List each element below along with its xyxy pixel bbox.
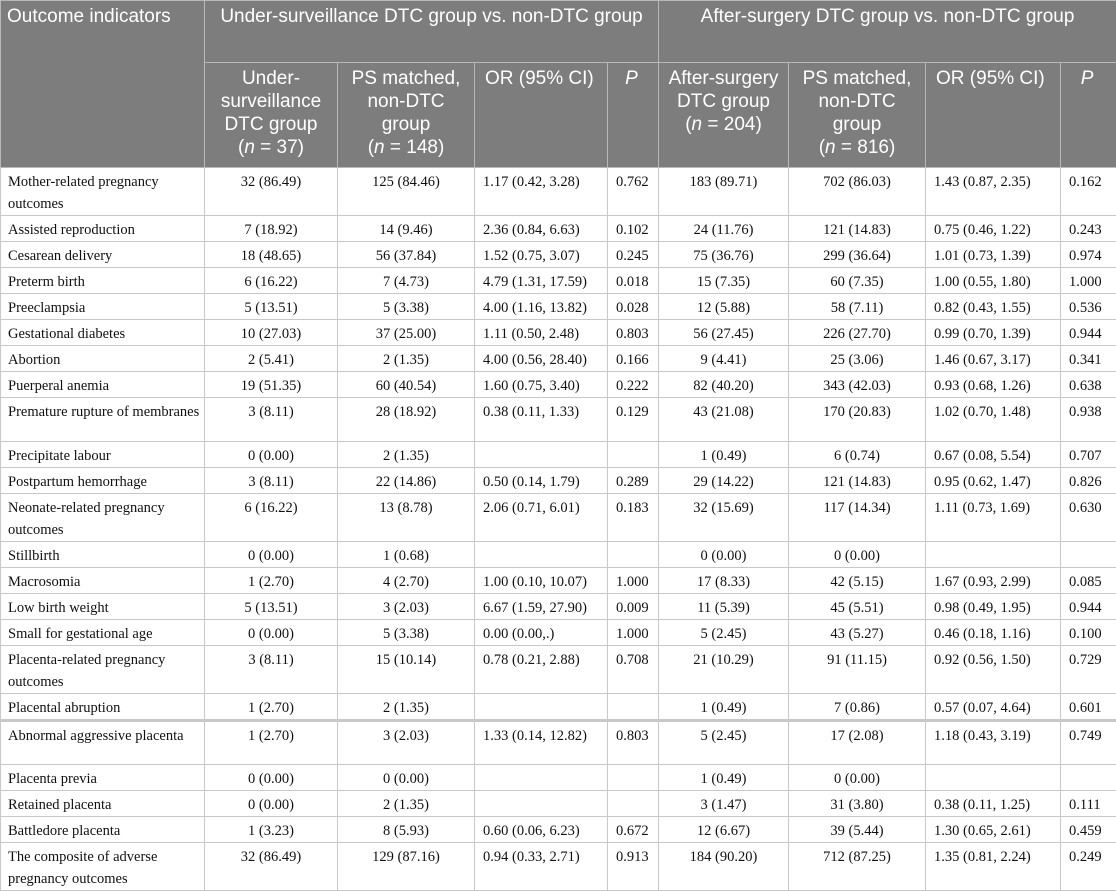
p-value-cell: 0.222 xyxy=(608,372,659,398)
dtc-count-cell: 0 (0.00) xyxy=(205,442,338,468)
matched-count-cell: 299 (36.64) xyxy=(789,242,926,268)
table-row xyxy=(1,320,1116,346)
dtc-count-cell: 1 (2.70) xyxy=(205,694,338,721)
p-value-cell: 1.000 xyxy=(1061,268,1116,294)
odds-ratio-cell: 0.50 (0.14, 1.79) xyxy=(475,468,608,494)
dtc-count-cell: 12 (6.67) xyxy=(659,817,789,843)
dtc-count-cell: 0 (0.00) xyxy=(205,791,338,817)
matched-count-cell: 7 (4.73) xyxy=(338,268,475,294)
matched-count-cell: 170 (20.83) xyxy=(789,398,926,442)
dtc-count-cell: 3 (8.11) xyxy=(205,398,338,442)
odds-ratio-cell xyxy=(926,542,1061,568)
p-value-cell: 1.000 xyxy=(608,620,659,646)
header-label: PS matched, non-DTC group xyxy=(803,68,912,135)
dtc-count-cell: 5 (2.45) xyxy=(659,620,789,646)
p-value-cell: 0.536 xyxy=(1061,294,1116,320)
table-row xyxy=(1,620,1116,646)
odds-ratio-cell xyxy=(475,694,608,721)
outcome-label: Puerperal anemia xyxy=(1,372,205,398)
dtc-count-cell: 183 (89.71) xyxy=(659,168,789,216)
matched-count-cell: 2 (1.35) xyxy=(338,442,475,468)
dtc-count-cell: 29 (14.22) xyxy=(659,468,789,494)
p-value-header-1: P xyxy=(608,63,659,168)
p-value-cell: 0.944 xyxy=(1061,594,1116,620)
dtc-count-cell: 184 (90.20) xyxy=(659,843,789,891)
p-value-cell: 0.913 xyxy=(608,843,659,891)
outcome-label: Abnormal aggressive placenta xyxy=(1,721,205,765)
outcome-label: Gestational diabetes xyxy=(1,320,205,346)
matched-count-cell: 60 (40.54) xyxy=(338,372,475,398)
table-row xyxy=(1,346,1116,372)
p-value-cell: 0.803 xyxy=(608,721,659,765)
outcome-label: Battledore placenta xyxy=(1,817,205,843)
p-value-cell: 0.249 xyxy=(1061,843,1116,891)
odds-ratio-cell: 0.82 (0.43, 1.55) xyxy=(926,294,1061,320)
dtc-count-cell: 1 (2.70) xyxy=(205,568,338,594)
odds-ratio-cell: 1.00 (0.10, 10.07) xyxy=(475,568,608,594)
matched-count-cell: 25 (3.06) xyxy=(789,346,926,372)
dtc-count-cell: 1 (0.49) xyxy=(659,442,789,468)
p-value-cell: 0.028 xyxy=(608,294,659,320)
p-value-cell: 0.826 xyxy=(1061,468,1116,494)
table-row xyxy=(1,242,1116,268)
odds-ratio-cell: 2.06 (0.71, 6.01) xyxy=(475,494,608,542)
outcome-label: Mother-related pregnancy outcomes xyxy=(1,168,205,216)
matched-count-cell: 117 (14.34) xyxy=(789,494,926,542)
table-row xyxy=(1,494,1116,542)
p-value-cell: 0.102 xyxy=(608,216,659,242)
header-label: After-surgery DTC group xyxy=(669,68,779,112)
table-row xyxy=(1,216,1116,242)
odds-ratio-cell xyxy=(926,765,1061,791)
table-body xyxy=(1,168,1116,891)
header-label: Under-surveillance DTC group xyxy=(221,68,321,135)
p-value-cell: 0.601 xyxy=(1061,694,1116,721)
matched-count-cell: 1 (0.68) xyxy=(338,542,475,568)
odds-ratio-cell: 1.52 (0.75, 3.07) xyxy=(475,242,608,268)
matched-count-cell: 43 (5.27) xyxy=(789,620,926,646)
p-value-cell: 0.243 xyxy=(1061,216,1116,242)
dtc-count-cell: 0 (0.00) xyxy=(205,620,338,646)
outcome-label: Premature rupture of membranes xyxy=(1,398,205,442)
odds-ratio-cell: 0.46 (0.18, 1.16) xyxy=(926,620,1061,646)
p-value-cell xyxy=(1061,542,1116,568)
outcome-label: Macrosomia xyxy=(1,568,205,594)
odds-ratio-cell: 1.43 (0.87, 2.35) xyxy=(926,168,1061,216)
odds-ratio-cell: 0.99 (0.70, 1.39) xyxy=(926,320,1061,346)
outcome-label: Retained placenta xyxy=(1,791,205,817)
p-value-cell xyxy=(608,694,659,721)
p-value-cell: 0.166 xyxy=(608,346,659,372)
table-row xyxy=(1,646,1116,694)
odds-ratio-cell: 1.35 (0.81, 2.24) xyxy=(926,843,1061,891)
outcome-label: Postpartum hemorrhage xyxy=(1,468,205,494)
matched-count-cell: 58 (7.11) xyxy=(789,294,926,320)
dtc-count-cell: 10 (27.03) xyxy=(205,320,338,346)
matched-count-cell: 226 (27.70) xyxy=(789,320,926,346)
odds-ratio-cell: 0.93 (0.68, 1.26) xyxy=(926,372,1061,398)
table-row xyxy=(1,372,1116,398)
matched-count-cell: 37 (25.00) xyxy=(338,320,475,346)
p-value-cell: 0.974 xyxy=(1061,242,1116,268)
table-row xyxy=(1,791,1116,817)
dtc-count-cell: 1 (0.49) xyxy=(659,694,789,721)
matched-count-cell: 121 (14.83) xyxy=(789,216,926,242)
sample-size: (n = 816) xyxy=(819,137,896,158)
odds-ratio-cell: 4.00 (0.56, 28.40) xyxy=(475,346,608,372)
sample-size: (n = 148) xyxy=(368,137,445,158)
odds-ratio-cell: 0.60 (0.06, 6.23) xyxy=(475,817,608,843)
dtc-count-cell: 12 (5.88) xyxy=(659,294,789,320)
odds-ratio-cell xyxy=(475,765,608,791)
p-value-cell: 0.638 xyxy=(1061,372,1116,398)
odds-ratio-cell: 0.78 (0.21, 2.88) xyxy=(475,646,608,694)
p-value-cell: 0.162 xyxy=(1061,168,1116,216)
ps-matched-header-2 xyxy=(789,63,926,168)
dtc-count-cell: 3 (8.11) xyxy=(205,468,338,494)
odds-ratio-cell: 0.00 (0.00,.) xyxy=(475,620,608,646)
table-row xyxy=(1,843,1116,891)
matched-count-cell: 7 (0.86) xyxy=(789,694,926,721)
dtc-count-cell: 6 (16.22) xyxy=(205,268,338,294)
p-value-cell xyxy=(1061,765,1116,791)
p-value-cell xyxy=(608,791,659,817)
p-value-cell: 0.111 xyxy=(1061,791,1116,817)
odds-ratio-cell: 0.67 (0.08, 5.54) xyxy=(926,442,1061,468)
odds-ratio-cell: 4.00 (1.16, 13.82) xyxy=(475,294,608,320)
odds-ratio-cell: 2.36 (0.84, 6.63) xyxy=(475,216,608,242)
table-header xyxy=(1,1,1116,168)
matched-count-cell: 39 (5.44) xyxy=(789,817,926,843)
matched-count-cell: 121 (14.83) xyxy=(789,468,926,494)
p-value-cell: 0.009 xyxy=(608,594,659,620)
or-ci-header-1: OR (95% CI) xyxy=(475,63,608,168)
dtc-count-cell: 32 (15.69) xyxy=(659,494,789,542)
odds-ratio-cell: 0.38 (0.11, 1.33) xyxy=(475,398,608,442)
p-value-cell: 0.129 xyxy=(608,398,659,442)
dtc-count-cell: 6 (16.22) xyxy=(205,494,338,542)
dtc-count-cell: 0 (0.00) xyxy=(205,765,338,791)
odds-ratio-cell: 1.18 (0.43, 3.19) xyxy=(926,721,1061,765)
table-row xyxy=(1,694,1116,721)
odds-ratio-cell: 1.46 (0.67, 3.17) xyxy=(926,346,1061,372)
odds-ratio-cell: 0.92 (0.56, 1.50) xyxy=(926,646,1061,694)
matched-count-cell: 91 (11.15) xyxy=(789,646,926,694)
p-value-cell: 0.183 xyxy=(608,494,659,542)
dtc-count-cell: 75 (36.76) xyxy=(659,242,789,268)
matched-count-cell: 14 (9.46) xyxy=(338,216,475,242)
odds-ratio-cell: 1.02 (0.70, 1.48) xyxy=(926,398,1061,442)
under-surveillance-group-header: Under-surveillance DTC group vs. non-DTC group xyxy=(205,1,659,63)
ps-matched-header-1 xyxy=(338,63,475,168)
p-value-cell xyxy=(608,765,659,791)
p-value-cell: 0.018 xyxy=(608,268,659,294)
table-row xyxy=(1,568,1116,594)
dtc-count-cell: 1 (0.49) xyxy=(659,765,789,791)
p-value-cell: 0.707 xyxy=(1061,442,1116,468)
matched-count-cell: 5 (3.38) xyxy=(338,294,475,320)
matched-count-cell: 28 (18.92) xyxy=(338,398,475,442)
matched-count-cell: 3 (2.03) xyxy=(338,594,475,620)
p-value-cell: 0.459 xyxy=(1061,817,1116,843)
matched-count-cell: 8 (5.93) xyxy=(338,817,475,843)
p-value-cell: 0.803 xyxy=(608,320,659,346)
matched-count-cell: 15 (10.14) xyxy=(338,646,475,694)
dtc-count-cell: 15 (7.35) xyxy=(659,268,789,294)
dtc-count-cell: 32 (86.49) xyxy=(205,843,338,891)
table-row xyxy=(1,168,1116,216)
outcome-label: Placental abruption xyxy=(1,694,205,721)
outcome-label: Stillbirth xyxy=(1,542,205,568)
odds-ratio-cell: 1.11 (0.73, 1.69) xyxy=(926,494,1061,542)
or-ci-header-2: OR (95% CI) xyxy=(926,63,1061,168)
p-value-cell xyxy=(608,442,659,468)
matched-count-cell: 702 (86.03) xyxy=(789,168,926,216)
outcome-label: Placenta-related pregnancy outcomes xyxy=(1,646,205,694)
dtc-count-cell: 18 (48.65) xyxy=(205,242,338,268)
dtc-count-cell: 11 (5.39) xyxy=(659,594,789,620)
odds-ratio-cell: 1.11 (0.50, 2.48) xyxy=(475,320,608,346)
p-value-cell: 0.762 xyxy=(608,168,659,216)
outcome-label: The composite of adverse pregnancy outcomes xyxy=(1,843,205,891)
matched-count-cell: 17 (2.08) xyxy=(789,721,926,765)
dtc-count-cell: 5 (13.51) xyxy=(205,294,338,320)
p-value-cell: 0.289 xyxy=(608,468,659,494)
dtc-count-cell: 32 (86.49) xyxy=(205,168,338,216)
header-label: PS matched, non-DTC group xyxy=(352,68,461,135)
table-row xyxy=(1,594,1116,620)
odds-ratio-cell: 0.75 (0.46, 1.22) xyxy=(926,216,1061,242)
dtc-count-cell: 3 (1.47) xyxy=(659,791,789,817)
matched-count-cell: 60 (7.35) xyxy=(789,268,926,294)
dtc-count-cell: 9 (4.41) xyxy=(659,346,789,372)
odds-ratio-cell: 1.30 (0.65, 2.61) xyxy=(926,817,1061,843)
odds-ratio-cell: 6.67 (1.59, 27.90) xyxy=(475,594,608,620)
p-value-cell: 0.672 xyxy=(608,817,659,843)
dtc-count-cell: 43 (21.08) xyxy=(659,398,789,442)
odds-ratio-cell: 1.60 (0.75, 3.40) xyxy=(475,372,608,398)
table-row xyxy=(1,765,1116,791)
table-row xyxy=(1,468,1116,494)
dtc-count-cell: 17 (8.33) xyxy=(659,568,789,594)
matched-count-cell: 2 (1.35) xyxy=(338,694,475,721)
matched-count-cell: 0 (0.00) xyxy=(789,542,926,568)
p-value-cell: 0.341 xyxy=(1061,346,1116,372)
p-value-cell xyxy=(608,542,659,568)
dtc-count-cell: 24 (11.76) xyxy=(659,216,789,242)
p-value-header-2: P xyxy=(1061,63,1116,168)
p-value-cell: 0.100 xyxy=(1061,620,1116,646)
outcome-label: Assisted reproduction xyxy=(1,216,205,242)
p-value-cell: 0.708 xyxy=(608,646,659,694)
dtc-count-cell: 82 (40.20) xyxy=(659,372,789,398)
outcome-label: Preterm birth xyxy=(1,268,205,294)
after-surgery-dtc-header xyxy=(659,63,789,168)
matched-count-cell: 0 (0.00) xyxy=(789,765,926,791)
matched-count-cell: 22 (14.86) xyxy=(338,468,475,494)
dtc-count-cell: 0 (0.00) xyxy=(659,542,789,568)
dtc-count-cell: 21 (10.29) xyxy=(659,646,789,694)
dtc-count-cell: 5 (13.51) xyxy=(205,594,338,620)
outcome-label: Placenta previa xyxy=(1,765,205,791)
p-value-cell: 0.944 xyxy=(1061,320,1116,346)
matched-count-cell: 2 (1.35) xyxy=(338,791,475,817)
dtc-count-cell: 5 (2.45) xyxy=(659,721,789,765)
dtc-count-cell: 3 (8.11) xyxy=(205,646,338,694)
sample-size: (n = 37) xyxy=(238,137,304,158)
p-value-cell: 0.938 xyxy=(1061,398,1116,442)
dtc-count-cell: 0 (0.00) xyxy=(205,542,338,568)
sample-size: (n = 204) xyxy=(685,114,762,135)
odds-ratio-cell: 1.00 (0.55, 1.80) xyxy=(926,268,1061,294)
table-row xyxy=(1,398,1116,442)
odds-ratio-cell: 0.38 (0.11, 1.25) xyxy=(926,791,1061,817)
odds-ratio-cell: 1.67 (0.93, 2.99) xyxy=(926,568,1061,594)
odds-ratio-cell: 1.01 (0.73, 1.39) xyxy=(926,242,1061,268)
matched-count-cell: 712 (87.25) xyxy=(789,843,926,891)
odds-ratio-cell: 0.94 (0.33, 2.71) xyxy=(475,843,608,891)
matched-count-cell: 0 (0.00) xyxy=(338,765,475,791)
odds-ratio-cell: 0.57 (0.07, 4.64) xyxy=(926,694,1061,721)
matched-count-cell: 45 (5.51) xyxy=(789,594,926,620)
after-surgery-group-header: After-surgery DTC group vs. non-DTC group xyxy=(659,1,1116,63)
under-surveillance-dtc-header xyxy=(205,63,338,168)
matched-count-cell: 343 (42.03) xyxy=(789,372,926,398)
dtc-count-cell: 1 (3.23) xyxy=(205,817,338,843)
table-row xyxy=(1,721,1116,765)
outcome-indicators-header: Outcome indicators xyxy=(1,1,205,168)
matched-count-cell: 6 (0.74) xyxy=(789,442,926,468)
matched-count-cell: 56 (37.84) xyxy=(338,242,475,268)
matched-count-cell: 31 (3.80) xyxy=(789,791,926,817)
p-value-cell: 0.085 xyxy=(1061,568,1116,594)
outcome-label: Precipitate labour xyxy=(1,442,205,468)
odds-ratio-cell: 1.17 (0.42, 3.28) xyxy=(475,168,608,216)
odds-ratio-cell: 0.98 (0.49, 1.95) xyxy=(926,594,1061,620)
odds-ratio-cell xyxy=(475,542,608,568)
dtc-count-cell: 19 (51.35) xyxy=(205,372,338,398)
outcome-label: Preeclampsia xyxy=(1,294,205,320)
odds-ratio-cell: 0.95 (0.62, 1.47) xyxy=(926,468,1061,494)
odds-ratio-cell xyxy=(475,442,608,468)
matched-count-cell: 13 (8.78) xyxy=(338,494,475,542)
matched-count-cell: 2 (1.35) xyxy=(338,346,475,372)
p-value-cell: 0.245 xyxy=(608,242,659,268)
table-row xyxy=(1,268,1116,294)
outcome-label: Small for gestational age xyxy=(1,620,205,646)
matched-count-cell: 4 (2.70) xyxy=(338,568,475,594)
dtc-count-cell: 1 (2.70) xyxy=(205,721,338,765)
p-value-cell: 0.729 xyxy=(1061,646,1116,694)
dtc-count-cell: 56 (27.45) xyxy=(659,320,789,346)
p-value-cell: 0.749 xyxy=(1061,721,1116,765)
dtc-count-cell: 2 (5.41) xyxy=(205,346,338,372)
odds-ratio-cell xyxy=(475,791,608,817)
table-row xyxy=(1,442,1116,468)
odds-ratio-cell: 1.33 (0.14, 12.82) xyxy=(475,721,608,765)
matched-count-cell: 42 (5.15) xyxy=(789,568,926,594)
odds-ratio-cell: 4.79 (1.31, 17.59) xyxy=(475,268,608,294)
table-row xyxy=(1,817,1116,843)
outcome-label: Abortion xyxy=(1,346,205,372)
p-value-cell: 1.000 xyxy=(608,568,659,594)
outcome-label: Low birth weight xyxy=(1,594,205,620)
matched-count-cell: 5 (3.38) xyxy=(338,620,475,646)
dtc-count-cell: 7 (18.92) xyxy=(205,216,338,242)
matched-count-cell: 3 (2.03) xyxy=(338,721,475,765)
outcome-label: Cesarean delivery xyxy=(1,242,205,268)
p-value-cell: 0.630 xyxy=(1061,494,1116,542)
table-row xyxy=(1,294,1116,320)
matched-count-cell: 129 (87.16) xyxy=(338,843,475,891)
outcome-label: Neonate-related pregnancy outcomes xyxy=(1,494,205,542)
matched-count-cell: 125 (84.46) xyxy=(338,168,475,216)
table-row xyxy=(1,542,1116,568)
